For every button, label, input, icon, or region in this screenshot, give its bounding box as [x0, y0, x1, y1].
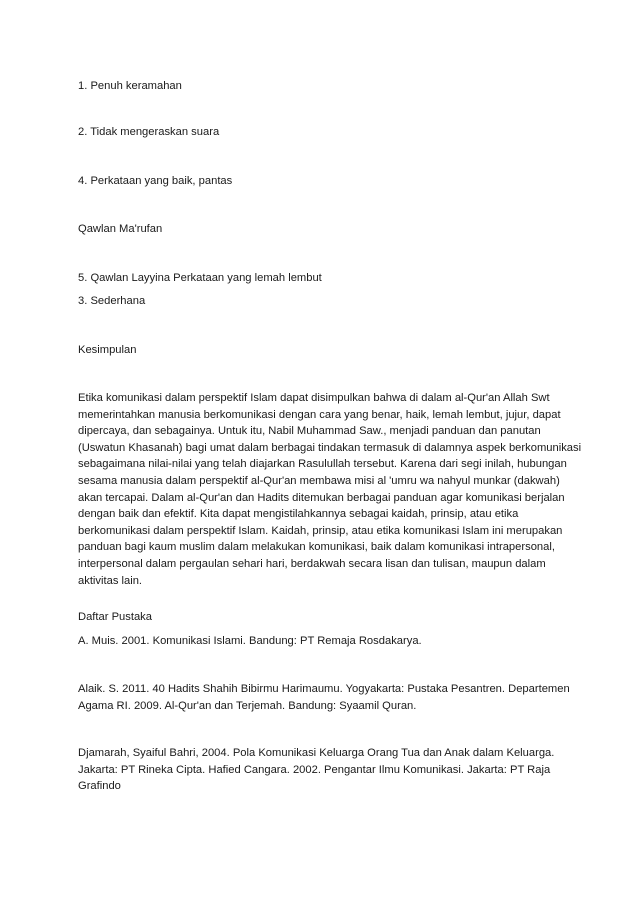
paragraph-line: berkomunikasi dalam perspektif Islam. Kaidah, prinsip, atau etika komunikasi Islam ini merupakan [78, 524, 563, 537]
conclusion-paragraph [78, 390, 582, 589]
paragraph-line: dengan baik dan efektif. Kita dapat mengistilahkannya sebagai kaidah, prinsip, atau etika [78, 508, 519, 521]
list-term-qawlan-marufan: Qawlan Ma'rufan [78, 223, 163, 235]
paragraph-line: akan tercapai. Dalam al-Qur'an dan Hadits ditemukan berbagai panduan agar komunikasi berjalan [78, 491, 565, 504]
list-item-3: 3. Sederhana [78, 295, 146, 307]
bibliography-entry-1: A. Muis. 2001. Komunikasi Islami. Bandung: PT Remaja Rosdakarya. [78, 635, 422, 647]
list-item-4: 4. Perkataan yang baik, pantas [78, 175, 233, 187]
paragraph-line: aktivitas lain. [78, 574, 143, 587]
bibliography-line: Agama RI. 2009. Al-Qur'an dan Terjemah. Bandung: Syaamil Quran. [78, 699, 417, 712]
paragraph-line: interpersonal dalam pergaulan sehari hari, berdakwah secara lisan dan tulisan, maupun dalam [78, 557, 546, 570]
list-item-5: 5. Qawlan Layyina Perkataan yang lemah lembut [78, 272, 322, 284]
bibliography-heading: Daftar Pustaka [78, 611, 152, 623]
paragraph-line: memerintahkan manusia berkomunikasi dengan cara yang benar, haik, lemah lembut, jujur, dapat [78, 408, 561, 421]
bibliography-entry-3 [78, 745, 562, 795]
paragraph-line: panduan bagi kaum muslim dalam melakukan komunikasi, baik dalam komunikasi intrapersonal, [78, 541, 555, 554]
conclusion-heading: Kesimpulan [78, 344, 137, 356]
list-item-1: 1. Penuh keramahan [78, 80, 182, 92]
bibliography-line: Alaik. S. 2011. 40 Hadits Shahih Bibirmu Harimaumu. Yogyakarta: Pustaka Pesantren. Departemen [78, 683, 570, 695]
paragraph-line: sesama manusia dalam perspektif al-Qur'an membawa misi al 'umru wa nahyul munkar (dakwah) [78, 474, 560, 487]
paragraph-line: Etika komunikasi dalam perspektif Islam dapat disimpulkan bahwa di dalam al-Qur'an Allah Swt [78, 392, 550, 404]
paragraph-line: dipercaya, dan sebagainya. Untuk itu, Nabil Muhammad Saw., menjadi panduan dan panutan [78, 425, 541, 438]
paragraph-line: (Uswatun Khasanah) bagi umat dalam berbagai tindakan termasuk di dalamnya aspek berkomunikasi [78, 441, 582, 454]
bibliography-entry-2 [78, 681, 570, 714]
bibliography-line: Grafindo [78, 780, 121, 793]
list-item-2: 2. Tidak mengeraskan suara [78, 126, 220, 138]
bibliography-line: Djamarah, Syaiful Bahri, 2004. Pola Komunikasi Keluarga Orang Tua dan Anak dalam Keluarga. [78, 747, 555, 759]
paragraph-line: sebagaimana nilai-nilai yang telah diajarkan Rasulullah tersebut. Karena dari segi inilah, hubungan [78, 458, 567, 471]
bibliography-line: Jakarta: PT Rineka Cipta. Hafied Cangara. 2002. Pengantar Ilmu Komunikasi. Jakarta: PT Raja [78, 763, 551, 776]
